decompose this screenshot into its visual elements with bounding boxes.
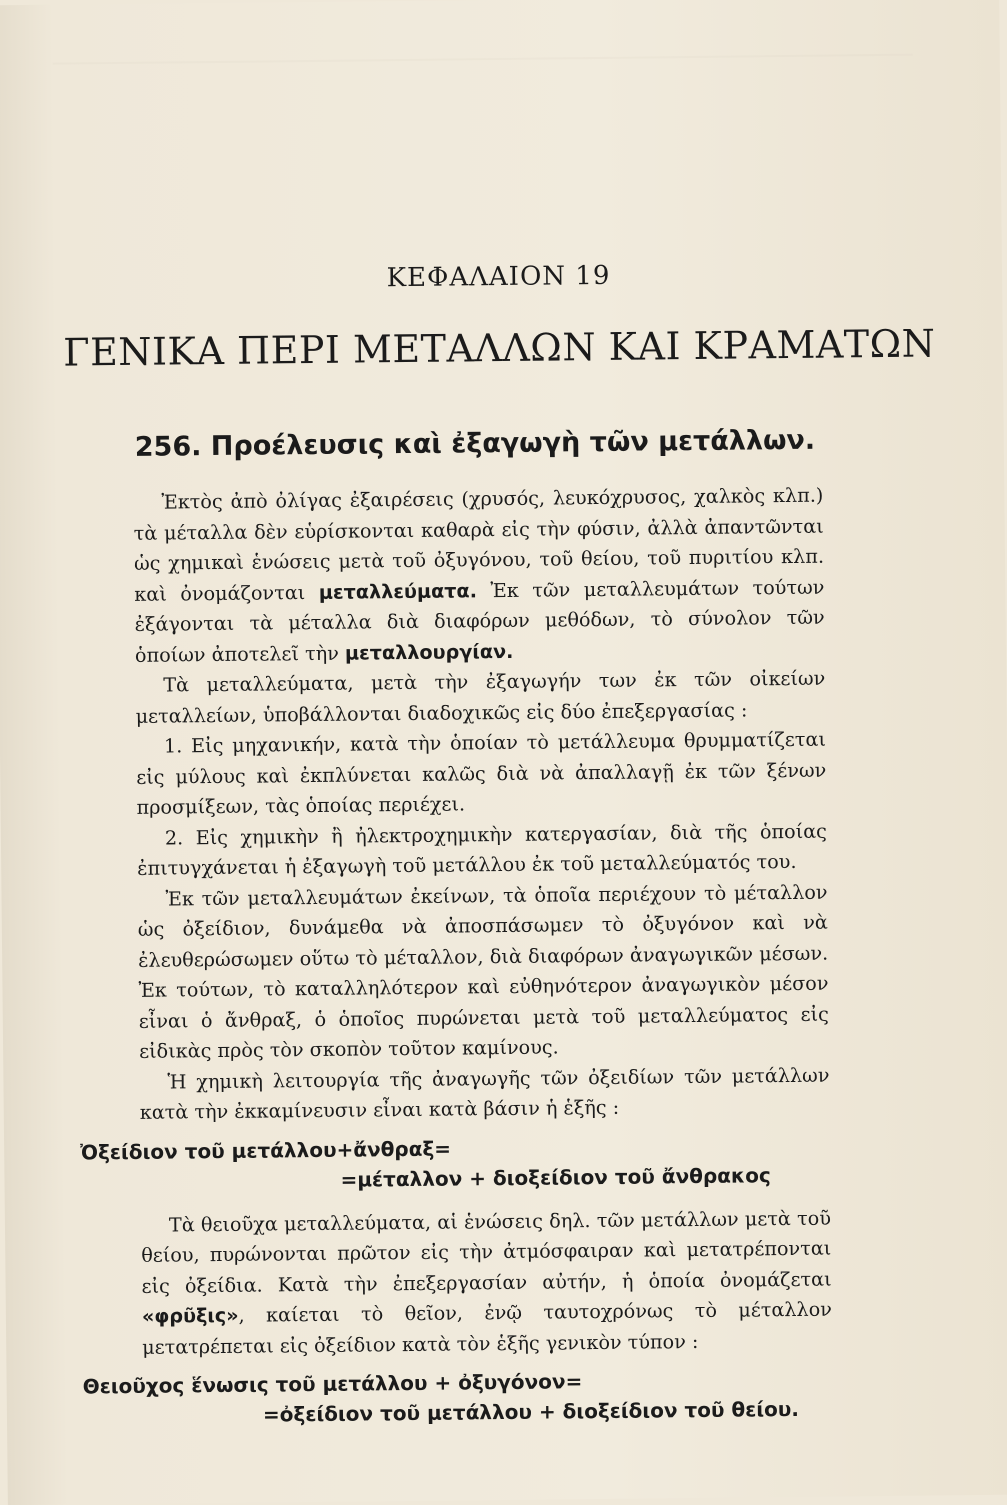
paragraph: Ἐκ τῶν μεταλλευμάτων ἐκείνων, τὰ ὁποῖα περιέχουν τὸ μέταλλον ὡς ὀξείδιον, δυνάμεθα νὰ ἀποσπάσωμεν τὸ ὀξυγόνον καὶ νὰ ἐλευθερώσωμεν οὕτω τὸ μέταλλον, διὰ διαφόρων ἀναγωγικῶν μέσων. Ἐκ τούτων, τὸ καταλληλότερον καὶ εὐθηνότερον ἀναγωγικὸν μέσον εἶναι ὁ ἄνθραξ, ὁ ὁποῖος πυρώνεται μετὰ τοῦ μεταλλεύματος εἰς εἰδικὰς πρὸς τὸν σκοπὸν τοῦτον καμίνους.: [137, 880, 829, 1063]
paragraph: Ἐκτὸς ἀπὸ ὀλίγας ἐξαιρέσεις (χρυσός, λευκόχρυσος, χαλκὸς κλπ.) τὰ μέταλλα δὲν εὑρίσκονται καθαρὰ εἰς τὴν φύσιν, ἀλλὰ ἀπαντῶνται ὡς χημικαὶ ἑνώσεις μετὰ τοῦ ὀξυγόνου, τοῦ θείου, τοῦ πυριτίου κλπ. καὶ ὀνομάζονται μεταλλεύματα. Ἐκ τῶν μεταλλευμάτων τούτων ἐξάγονται τὰ μέταλλα διὰ διαφόρων μεθόδων, τὸ σύνολον τῶν ὁποίων ἀποτελεῖ τὴν μεταλλουργίαν.: [133, 483, 825, 667]
formula-line: =μέταλλον + διοξείδιον τοῦ ἄνθρακος: [340, 1162, 771, 1192]
paragraph: 2. Εἰς χημικὴν ἢ ἠλεκτροχημικὴν κατεργασίαν, διὰ τῆς ὁποίας ἐπιτυγχάνεται ἡ ἐξαγωγὴ τοῦ μετάλλου ἐκ τοῦ μεταλλεύματός του.: [137, 819, 827, 880]
show-through-text: [53, 53, 933, 84]
paragraph: Τὰ θειοῦχα μεταλλεύματα, αἱ ἑνώσεις δηλ. τῶν μετάλλων μετὰ τοῦ θείου, πυρώνονται πρῶτον εἰς τὴν ἀτμόσφαιραν καὶ μετατρέπονται εἰς ὀξείδια. Κατὰ τὴν ἐπεξεργασίαν αὐτήν, ἡ ὁποία ὀνομάζεται «φρῦξις», καίεται τὸ θεῖον, ἐνῷ ταυτοχρόνως τὸ μέταλλον μετατρέπεται εἰς ὀξείδιον κατὰ τὸν ἑξῆς γενικὸν τύπον :: [141, 1206, 832, 1359]
formula-line: =ὀξείδιον τοῦ μετάλλου + διοξείδιον τοῦ θείου.: [262, 1396, 800, 1427]
bold-term: μεταλλεύματα.: [318, 578, 478, 604]
paragraph: Ἡ χημικὴ λειτουργία τῆς ἀναγωγῆς τῶν ὀξειδίων τῶν μετάλλων κατὰ τὴν ἐκκαμίνευσιν εἶναι κατὰ βάσιν ἡ ἑξῆς :: [139, 1063, 830, 1124]
chapter-title: ΓΕΝΙΚΑ ΠΕΡΙ ΜΕΤΑΛΛΩΝ ΚΑΙ ΚΡΑΜΑΤΩΝ: [62, 321, 936, 375]
paragraph: Τὰ μεταλλεύματα, μετὰ τὴν ἐξαγωγήν των ἐκ τῶν οἰκείων μεταλλείων, ὑποβάλλονται διαδοχικῶς εἰς δύο ἐπεξεργασίας :: [135, 666, 826, 728]
bold-term: μεταλλουργίαν.: [344, 639, 514, 665]
formula-line: Ὀξείδιον τοῦ μετάλλου+ἄνθραξ=: [80, 1136, 452, 1164]
body-text: [80, 481, 833, 1431]
formula-line: Θειοῦχος ἕνωσις τοῦ μετάλλου + ὀξυγόνον=: [82, 1369, 583, 1399]
bold-term: «φρῦξις»: [141, 1303, 239, 1328]
paragraph: 1. Εἰς μηχανικήν, κατὰ τὴν ὁποίαν τὸ μετάλλευμα θρυμματίζεται εἰς μύλους καὶ ἐκπλύνεται καλῶς διὰ νὰ ἀπαλλαγῇ ἐκ τῶν ξένων προσμίξεων, τὰς ὁποίας περιέχει.: [136, 727, 827, 819]
formula-roasting: [82, 1364, 833, 1431]
formula-reduction: [80, 1129, 831, 1196]
section-heading: 256. Προέλευσις καὶ ἐξαγωγὴ τῶν μετάλλων.: [134, 424, 816, 463]
chapter-label: ΚΕΦΑΛΑΙΟΝ 19: [386, 260, 611, 294]
